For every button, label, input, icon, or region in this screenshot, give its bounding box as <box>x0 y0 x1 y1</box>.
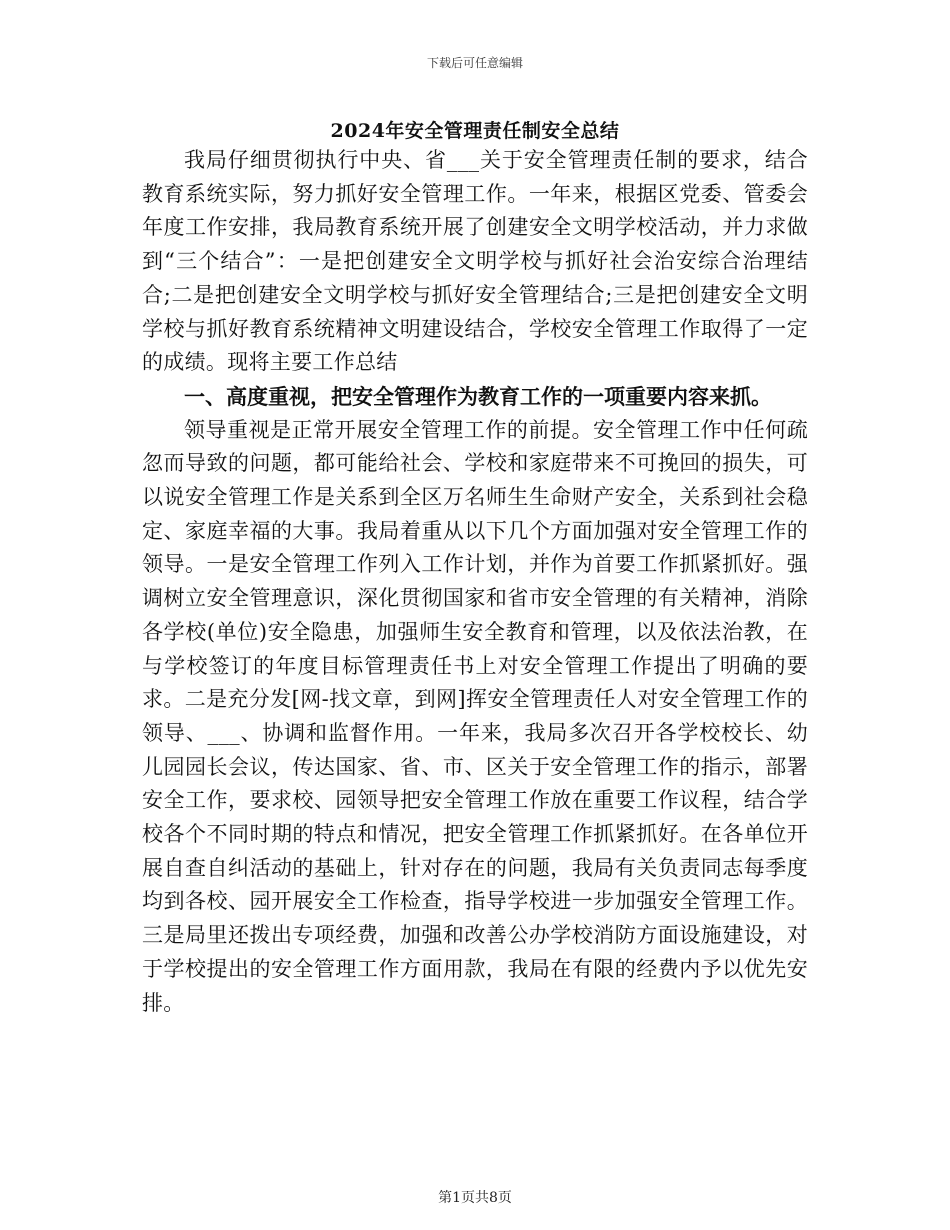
section-paragraph: 领导重视是正常开展安全管理工作的前提。安全管理工作中任何疏忽而导致的问题，都可能给社会、学校和家庭带来不可挽回的损失，可以说安全管理工作是关系到全区万名师生生命财产安全，关系到社会稳定、家庭幸福的大事。我局着重从以下几个方面加强对安全管理工作的领导。一是安全管理工作列入工作计划，并作为首要工作抓紧抓好。强调树立安全管理意识，深化贯彻国家和省市安全管理的有关精神，消除各学校(单位)安全隐患，加强师生安全教育和管理，以及依法治教，在与学校签订的年度目标管理责任书上对安全管理工作提出了明确的要求。二是充分发[网-找文章，到网]挥安全管理责任人对安全管理工作的领导、___、协调和监督作用。一年来，我局多次召开各学校校长、幼儿园园长会议，传达国家、省、市、区关于安全管理工作的指示，部署安全工作，要求校、园领导把安全管理工作放在重要工作议程，结合学校各个不同时期的特点和情况，把安全管理工作抓紧抓好。在各单位开展自查自纠活动的基础上，针对存在的问题，我局有关负责同志每季度均到各校、园开展安全工作检查，指导学校进一步加强安全管理工作。三是局里还拨出专项经费，加强和改善公办学校消防方面设施建设，对于学校提出的安全管理工作方面用款，我局在有限的经费内予以优先安排。 <box>142 417 808 1015</box>
document-title: 2024年安全管理责任制安全总结 <box>330 120 620 142</box>
page-number: 第1页共8页 <box>438 1190 512 1206</box>
section-heading: 一、高度重视，把安全管理作为教育工作的一项重要内容来抓。 <box>184 383 772 409</box>
header-note: 下载后可任意编辑 <box>426 56 523 70</box>
document-body <box>142 144 808 1020</box>
intro-paragraph: 我局仔细贯彻执行中央、省___关于安全管理责任制的要求，结合教育系统实际，努力抓好安全管理工作。一年来，根据区党委、管委会年度工作安排，我局教育系统开展了创建安全文明学校活动，并力求做到“三个结合”：一是把创建安全文明学校与抓好社会治安综合治理结合;二是把创建安全文明学校与抓好安全管理结合;三是把创建安全文明学校与抓好教育系统精神文明建设结合，学校安全管理工作取得了一定的成绩。现将主要工作总结 <box>142 148 808 375</box>
